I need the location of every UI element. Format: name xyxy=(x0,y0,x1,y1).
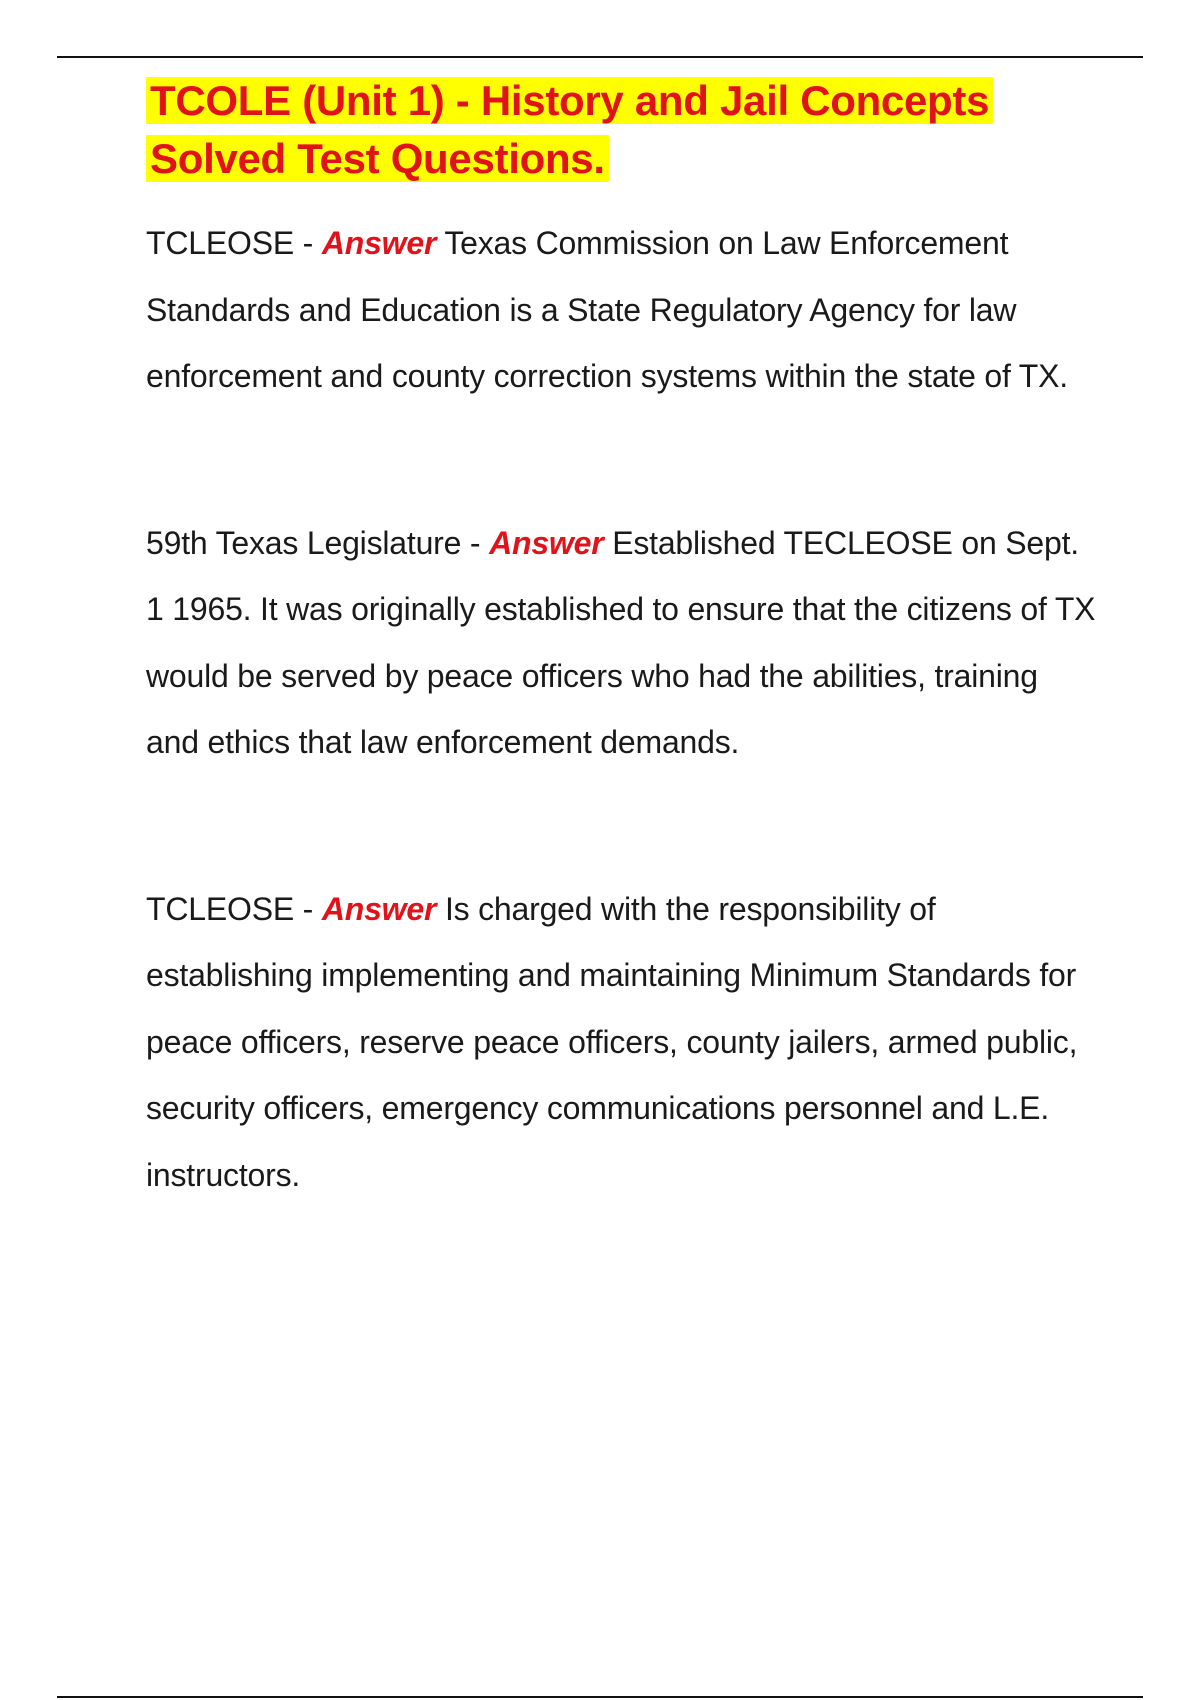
answer-label: Answer xyxy=(321,225,437,261)
qa-item-2 xyxy=(146,510,1096,776)
qa-answer: Texas Commission on Law Enforcement Standards and Education is a State Regulatory Agency for law enforcement and county correction systems within the state of TX. xyxy=(146,225,1068,394)
document-title xyxy=(146,72,1096,188)
qa-term: TCLEOSE - xyxy=(146,225,322,261)
title-line-1: TCOLE (Unit 1) - History and Jail Concepts xyxy=(150,77,990,124)
qa-answer: Established TECLEOSE on Sept. 1 1965. It was originally established to ensure that the citizens of TX would be served by peace officers who had the abilities, training and ethics that law enforcement demands. xyxy=(146,524,1096,760)
answer-label: Answer xyxy=(489,524,604,561)
bottom-rule xyxy=(57,1696,1143,1698)
title-highlight xyxy=(146,77,993,182)
document-page xyxy=(146,72,1096,1208)
answer-label: Answer xyxy=(321,890,437,927)
qa-item-1 xyxy=(146,210,1096,410)
qa-answer: Is charged with the responsibility of establishing implementing and maintaining Minimum Standards for peace officers, reserve peace officers, county jailers, armed public, security officers, emergency communications personnel and L.E. instructors. xyxy=(146,890,1078,1193)
qa-term: 59th Texas Legislature - xyxy=(146,524,490,561)
top-rule xyxy=(57,56,1143,58)
qa-item-3 xyxy=(146,876,1096,1209)
qa-term: TCLEOSE - xyxy=(146,890,322,927)
title-line-2: Solved Test Questions. xyxy=(150,135,605,182)
